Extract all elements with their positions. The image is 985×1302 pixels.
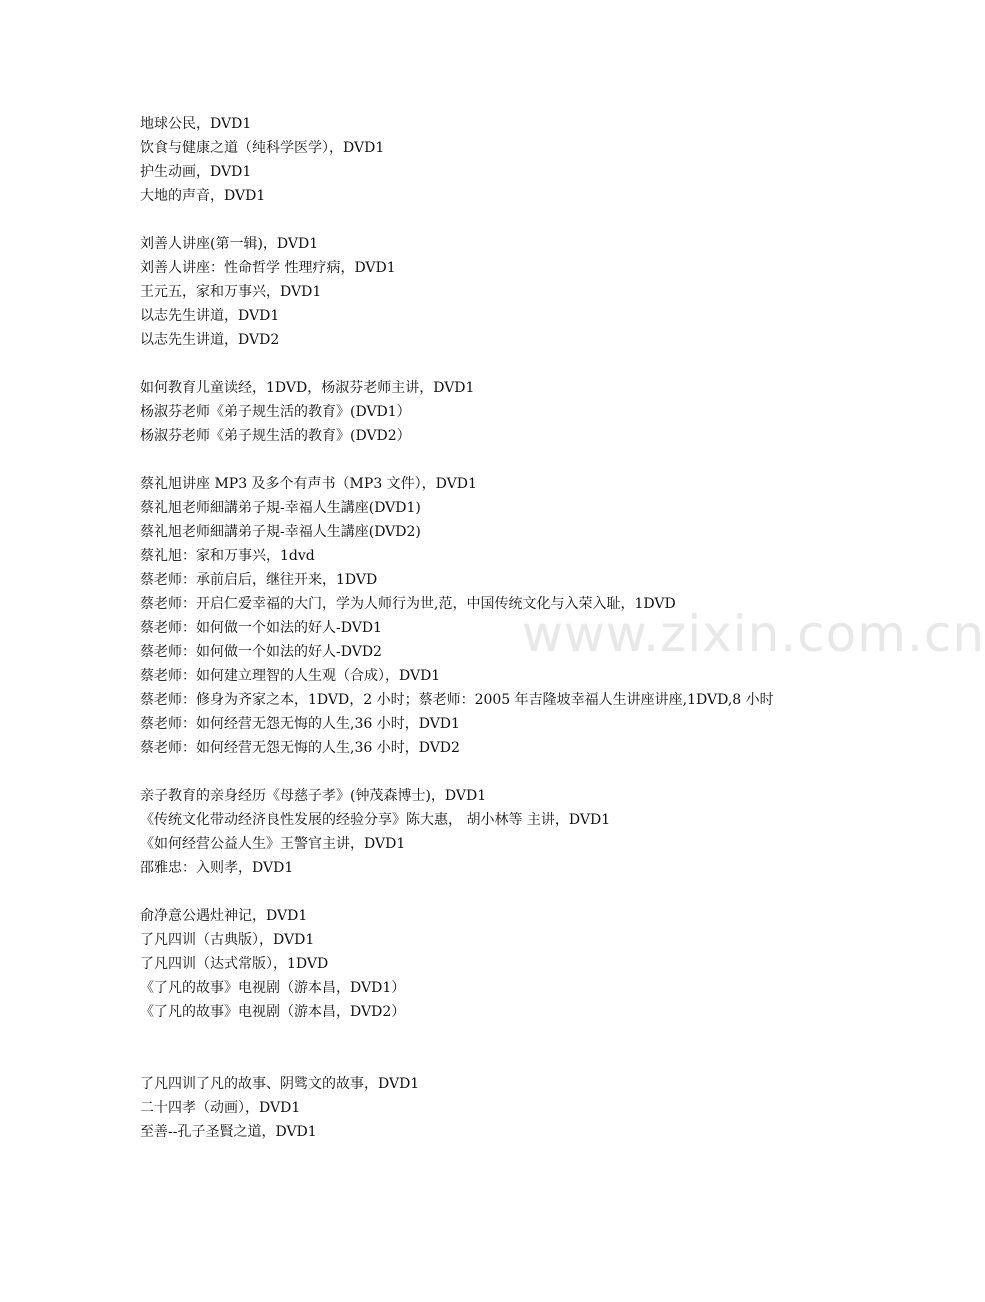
list-item: 二十四孝（动画），DVD1 [140,1100,301,1116]
list-group-1 [140,112,785,208]
blank-line [140,208,785,232]
list-group-6 [140,904,785,1024]
list-group-3 [140,376,785,448]
list-item: 蔡礼旭老师細講弟子規-幸福人生講座(DVD1) [140,500,421,516]
list-item: 以志先生讲道，DVD2 [140,332,280,348]
list-item: 了凡四训（达式常版），1DVD [140,956,329,972]
list-item: 至善--孔子圣賢之道，DVD1 [140,1124,317,1140]
list-item: 刘善人讲座(第一辑)，DVD1 [140,236,319,252]
blank-line [140,352,785,376]
list-item: 了凡四训了凡的故事、阴骘文的故事，DVD1 [140,1076,420,1092]
blank-line [140,880,785,904]
list-item: 刘善人讲座：性命哲学 性理疗病，DVD1 [140,260,396,276]
list-item: 大地的声音，DVD1 [140,188,266,204]
list-item: 邵雅忠：入则孝，DVD1 [140,860,294,876]
list-item: 蔡老师：承前启后，继往开来，1DVD [140,572,378,588]
list-group-4 [140,472,785,760]
list-item: 护生动画，DVD1 [140,164,252,180]
list-item: 亲子教育的亲身经历《母慈子孝》(钟茂森博士)，DVD1 [140,788,487,804]
list-item: 《了凡的故事》电视剧（游本昌，DVD2） [140,1004,406,1020]
list-item: 蔡老师：如何建立理智的人生观（合成），DVD1 [140,668,441,684]
list-item: 蔡老师：如何做一个如法的好人-DVD1 [140,620,382,636]
list-group-2 [140,232,785,352]
list-item: 蔡礼旭：家和万事兴，1dvd [140,548,315,564]
list-item: 蔡老师：如何经营无怨无悔的人生,36 小时，DVD2 [140,740,460,756]
list-item: 蔡老师：修身为齐家之本，1DVD，2 小时；蔡老师：2005 年吉隆坡幸福人生讲座讲座,1DVD,8 小时 [140,692,774,708]
list-item: 以志先生讲道，DVD1 [140,308,280,324]
list-item: 如何教育儿童读经，1DVD，杨淑芬老师主讲，DVD1 [140,380,475,396]
blank-line [140,760,785,784]
list-group-7 [140,1072,785,1144]
blank-line [140,448,785,472]
list-item: 饮食与健康之道（纯科学医学），DVD1 [140,140,385,156]
list-group-5 [140,784,785,880]
list-item: 《如何经营公益人生》王警官主讲，DVD1 [140,836,406,852]
list-item: 地球公民，DVD1 [140,116,252,132]
list-item: 蔡礼旭讲座 MP3 及多个有声书（MP3 文件），DVD1 [140,476,477,492]
list-item: 了凡四训（古典版），DVD1 [140,932,315,948]
list-item: 蔡老师：开启仁爱幸福的大门，学为人师行为世,范，中国传统文化与入荣入耻，1DVD [140,596,676,612]
list-item: 《传统文化带动经济良性发展的经验分享》陈大惠， 胡小林等 主讲，DVD1 [140,812,611,828]
list-item: 王元五，家和万事兴，DVD1 [140,284,322,300]
blank-line [140,1024,785,1072]
document-body [140,112,785,1144]
list-item: 蔡老师：如何经营无怨无悔的人生,36 小时，DVD1 [140,716,460,732]
list-item: 杨淑芬老师《弟子规生活的教育》(DVD2） [140,428,411,444]
list-item: 蔡老师：如何做一个如法的好人-DVD2 [140,644,382,660]
list-item: 杨淑芬老师《弟子规生活的教育》(DVD1） [140,404,411,420]
list-item: 《了凡的故事》电视剧（游本昌，DVD1） [140,980,406,996]
watermark: www.zixin.com.cn [522,605,985,663]
list-item: 俞净意公遇灶神记，DVD1 [140,908,308,924]
list-item: 蔡礼旭老师細講弟子規-幸福人生講座(DVD2) [140,524,421,540]
